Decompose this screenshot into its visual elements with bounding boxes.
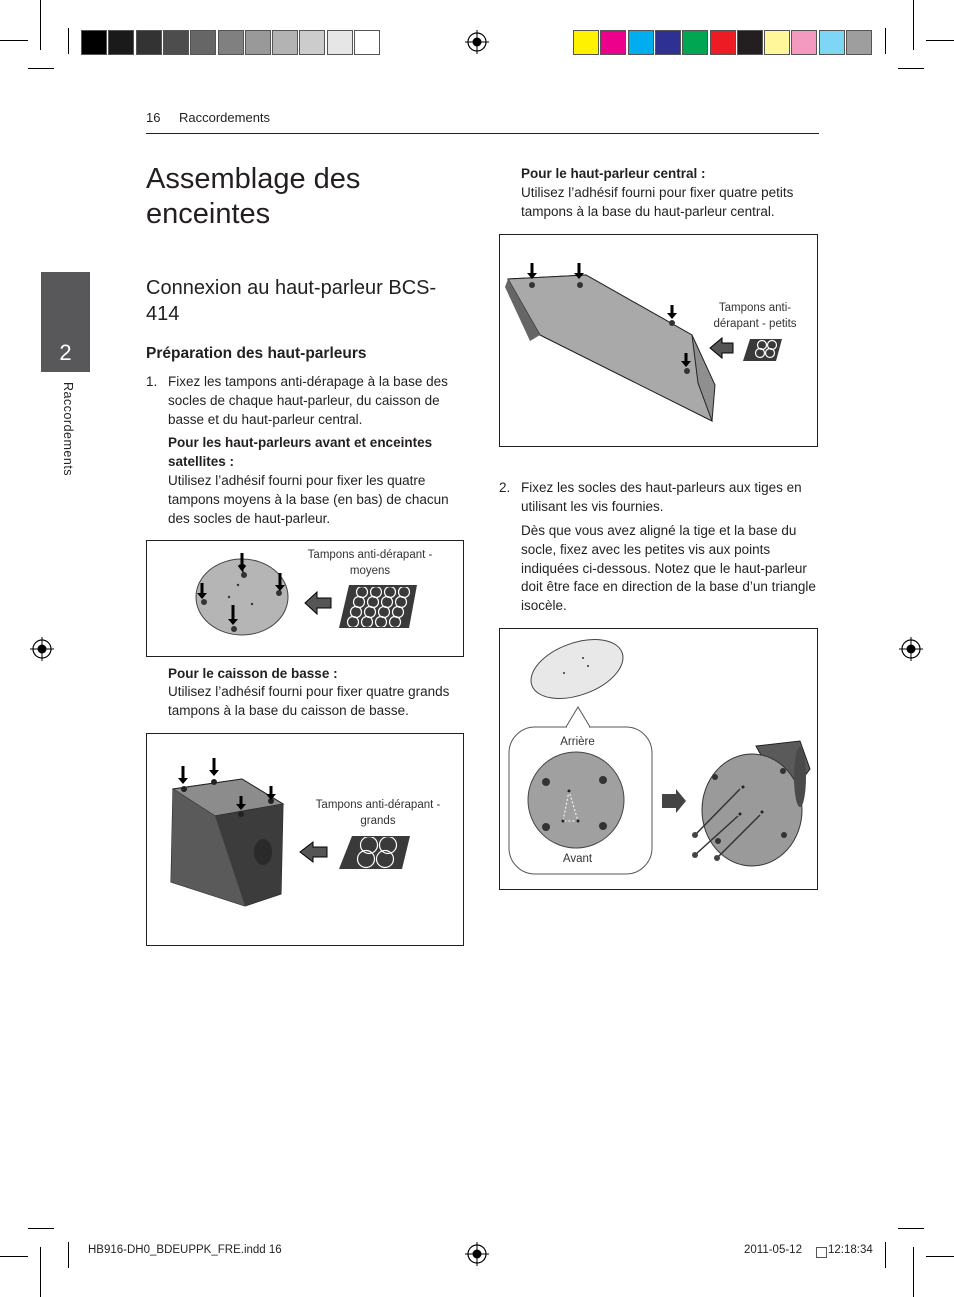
calibration-swatch xyxy=(764,30,790,55)
step-text: Fixez les tampons anti-dérapage à la base des socles de chaque haut-parleur, du caisson de basse et du haut-parleur central. xyxy=(168,374,448,427)
crop-mark xyxy=(0,1256,28,1257)
crop-mark xyxy=(68,28,69,54)
pad-circle xyxy=(357,587,368,598)
calibration-swatch xyxy=(81,30,107,55)
figure-caption: Tampons anti-dérapant - moyens xyxy=(307,549,433,577)
page-title: Assemblage des enceintes xyxy=(146,163,361,230)
figure-caption: Tampons anti-dérapant - grands xyxy=(315,799,441,827)
calibration-swatch xyxy=(190,30,216,55)
step-number: 1. xyxy=(146,374,158,389)
calibration-swatch xyxy=(354,30,380,55)
subwoofer-title: Pour le caisson de basse : xyxy=(168,666,338,681)
section-subtitle: Connexion au haut-parleur BCS-414 xyxy=(146,277,437,325)
calibration-swatch xyxy=(136,30,162,55)
crop-mark xyxy=(28,68,54,69)
subwoofer-text: Utilisez l’adhésif fourni pour fixer quatre grands tampons à la base du caisson de basse. xyxy=(168,684,450,718)
chapter-number: 2 xyxy=(59,340,72,365)
registration-mark-icon xyxy=(465,30,489,54)
stand-assembly-illustration xyxy=(500,629,817,889)
calibration-swatch xyxy=(655,30,681,55)
figure-center-pads xyxy=(499,234,818,447)
footer-date: 2011-05-12 xyxy=(744,1244,802,1256)
pad-circle xyxy=(368,597,379,608)
crop-mark xyxy=(913,0,914,50)
calibration-swatch xyxy=(791,30,817,55)
pad-circle xyxy=(390,617,401,628)
crop-mark xyxy=(40,0,41,50)
figure-stand-assembly xyxy=(499,628,818,890)
pad-circle xyxy=(379,607,390,618)
pad-circle xyxy=(766,349,775,358)
footer-time: 12:18:34 xyxy=(828,1244,873,1256)
pad-circle xyxy=(365,607,376,618)
crop-mark xyxy=(885,28,886,54)
pad-circle xyxy=(382,597,393,608)
figure-front-pads xyxy=(146,540,464,657)
calibration-swatch xyxy=(299,30,325,55)
pad-circle xyxy=(396,597,407,608)
step-text: Fixez les socles des haut-parleurs aux tiges en utilisant les vis fournies. xyxy=(521,480,802,514)
registration-mark-icon xyxy=(899,637,923,661)
calibration-swatch xyxy=(710,30,736,55)
step-paragraph: Dès que vous avez aligné la tige et la base du socle, fixez avec les petites vis aux points indiquées ci-dessous. Notez que le haut-parleur doit être face en direction de la base d’un triangle isocèle. xyxy=(521,523,816,614)
crop-mark xyxy=(68,1242,69,1268)
crop-mark xyxy=(926,40,954,41)
calibration-swatch xyxy=(108,30,134,55)
crop-mark xyxy=(898,68,924,69)
calibration-swatch xyxy=(682,30,708,55)
pad-circle xyxy=(354,597,365,608)
pad-circle xyxy=(348,617,359,628)
registration-mark-icon xyxy=(30,637,54,661)
footer-glyph-icon xyxy=(816,1247,827,1258)
footer-filename: HB916-DH0_BDEUPPK_FRE.indd 16 xyxy=(88,1244,282,1256)
pad-circle xyxy=(756,349,765,358)
calibration-swatch xyxy=(737,30,763,55)
calibration-swatch xyxy=(218,30,244,55)
calibration-swatch xyxy=(846,30,872,55)
crop-mark xyxy=(926,1256,954,1257)
running-header-section: Raccordements xyxy=(179,110,271,125)
calibration-swatch xyxy=(245,30,271,55)
pad-circle xyxy=(371,587,382,598)
section-heading: Préparation des haut-parleurs xyxy=(146,345,367,362)
crop-mark xyxy=(40,1247,41,1297)
pad-circle xyxy=(362,617,373,628)
pad-circle xyxy=(385,587,396,598)
pad-circle xyxy=(399,587,410,598)
step-number: 2. xyxy=(499,480,511,495)
calibration-swatch xyxy=(573,30,599,55)
small-pads-icon xyxy=(750,339,782,361)
center-speaker-title: Pour le haut-parleur central : xyxy=(521,166,706,181)
calibration-swatch xyxy=(272,30,298,55)
crop-mark xyxy=(913,1247,914,1297)
crop-mark xyxy=(0,40,28,41)
front-label: Avant xyxy=(562,853,593,865)
center-speaker-text: Utilisez l’adhésif fourni pour fixer quatre petits tampons à la base du haut-parleur central. xyxy=(521,185,794,219)
crop-mark xyxy=(898,1228,924,1229)
header-rule xyxy=(146,133,819,134)
crop-mark xyxy=(28,1228,54,1229)
calibration-swatch xyxy=(600,30,626,55)
calibration-swatch xyxy=(628,30,654,55)
calibration-swatch xyxy=(163,30,189,55)
registration-mark-icon xyxy=(465,1242,489,1266)
calibration-swatch xyxy=(819,30,845,55)
chapter-tab-label: Raccordements xyxy=(61,382,75,477)
pad-circle xyxy=(376,617,387,628)
front-speakers-text: Utilisez l’adhésif fourni pour fixer les quatre tampons moyens à la base (en bas) de chacun des socles de haut-parleur. xyxy=(168,473,449,526)
medium-pads-icon xyxy=(342,587,414,627)
page-number: 16 xyxy=(146,110,161,125)
front-speakers-title: Pour les haut-parleurs avant et enceintes satellites : xyxy=(168,435,433,469)
crop-mark xyxy=(885,1242,886,1268)
pad-circle xyxy=(393,607,404,618)
large-pads-icon xyxy=(345,837,409,869)
figure-subwoofer-pads xyxy=(146,733,464,946)
subwoofer-illustration xyxy=(147,734,463,945)
calibration-swatch xyxy=(327,30,353,55)
pad-circle xyxy=(351,607,362,618)
rear-label: Arrière xyxy=(560,736,595,748)
figure-caption: Tampons anti-dérapant - petits xyxy=(713,302,797,330)
